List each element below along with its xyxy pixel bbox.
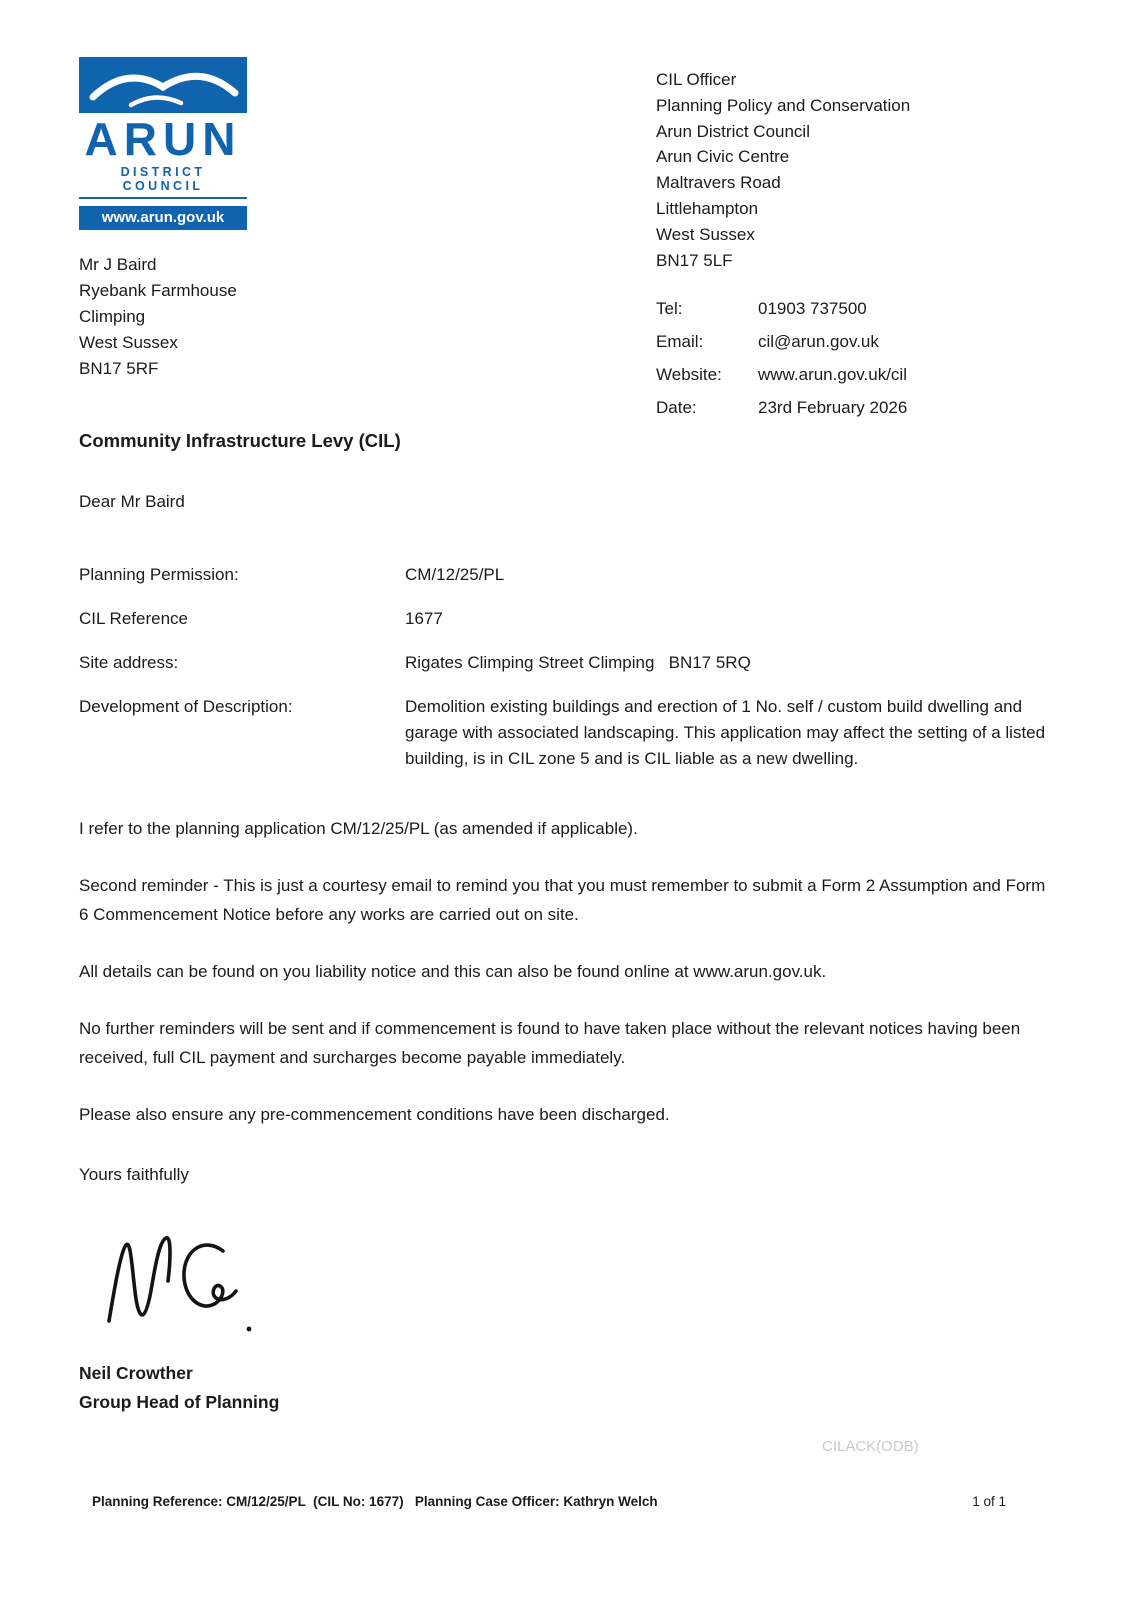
sender-line: CIL Officer bbox=[656, 70, 737, 89]
sender-line: Arun District Council bbox=[656, 121, 810, 141]
body-paragraph: Second reminder - This is just a courtesy email to remind you that you must remember to submit a Form 2 Assumption and Form 6 Commencement Notice before any works are carried out on site. bbox=[79, 876, 1046, 925]
signatory-title: Group Head of Planning bbox=[79, 1392, 280, 1413]
sender-line: Littlehampton bbox=[656, 198, 759, 218]
logo-birds-icon bbox=[79, 57, 247, 113]
recipient-address bbox=[79, 252, 656, 382]
detail-row-development-description bbox=[79, 694, 1050, 772]
email-address: cil@arun.gov.uk bbox=[758, 332, 879, 352]
document-code: CILACK(ODB) bbox=[822, 1438, 919, 1455]
recipient-line: Mr J Baird bbox=[79, 255, 157, 275]
sender-address bbox=[656, 67, 1050, 273]
header-left-column bbox=[79, 57, 656, 382]
contact-label: Tel: bbox=[656, 299, 683, 319]
closing-line: Yours faithfully bbox=[79, 1165, 189, 1185]
logo-subtitle: DISTRICT COUNCIL bbox=[79, 165, 247, 199]
application-details bbox=[79, 562, 1050, 772]
contact-label: Email: bbox=[656, 332, 704, 352]
letter-date: 23rd February 2026 bbox=[758, 398, 908, 418]
signatory-name: Neil Crowther bbox=[79, 1363, 193, 1384]
cil-reference-value: 1677 bbox=[405, 609, 443, 629]
development-description-value: Demolition existing buildings and erection of 1 No. self / custom build dwelling and garage with associated landscaping. This application may affect the setting of a listed building, is in CIL zone 5 and is CIL liable as a new dwelling. bbox=[405, 697, 1050, 769]
contact-row-email bbox=[656, 329, 1050, 354]
recipient-line: Climping bbox=[79, 307, 146, 327]
body-paragraph: No further reminders will be sent and if commencement is found to have taken place without the relevant notices having been received, full CIL payment and surcharges become payable immediately. bbox=[79, 1019, 1021, 1068]
body-paragraph: All details can be found on you liability notice and this can also be found online at www.arun.gov.uk. bbox=[79, 962, 827, 982]
salutation: Dear Mr Baird bbox=[79, 492, 185, 512]
signatory-block bbox=[79, 1359, 1050, 1417]
signature-block bbox=[101, 1223, 1050, 1341]
detail-row-site-address bbox=[79, 650, 1050, 676]
council-logo bbox=[79, 57, 247, 230]
website-url: www.arun.gov.uk/cil bbox=[758, 365, 907, 385]
contact-label: Website: bbox=[656, 365, 722, 385]
phone-number: 01903 737500 bbox=[758, 299, 867, 319]
contact-details bbox=[656, 296, 1050, 420]
letter-body bbox=[79, 814, 1050, 1129]
contact-row-website bbox=[656, 362, 1050, 387]
contact-row-tel bbox=[656, 296, 1050, 321]
letter-header bbox=[79, 57, 1050, 428]
detail-row-planning-permission bbox=[79, 562, 1050, 588]
detail-row-cil-reference bbox=[79, 606, 1050, 632]
detail-label: Planning Permission: bbox=[79, 565, 239, 585]
sender-line: West Sussex bbox=[656, 224, 755, 244]
logo-name: ARUN bbox=[84, 113, 242, 165]
sender-line: BN17 5LF bbox=[656, 250, 733, 270]
sender-line: Planning Policy and Conservation bbox=[656, 95, 911, 115]
contact-label: Date: bbox=[656, 398, 697, 418]
detail-label: CIL Reference bbox=[79, 609, 188, 629]
site-address-value: Rigates Climping Street Climping BN17 5RQ bbox=[405, 653, 751, 673]
subject-line: Community Infrastructure Levy (CIL) bbox=[79, 430, 401, 452]
detail-label: Site address: bbox=[79, 653, 179, 673]
logo-website: www.arun.gov.uk bbox=[79, 206, 247, 230]
detail-label: Development of Description: bbox=[79, 697, 293, 717]
contact-row-date bbox=[656, 395, 1050, 420]
planning-permission-value: CM/12/25/PL bbox=[405, 565, 505, 585]
body-paragraph: Please also ensure any pre-commencement conditions have been discharged. bbox=[79, 1105, 670, 1125]
sender-line: Maltravers Road bbox=[656, 173, 781, 193]
page-footer bbox=[92, 1494, 1006, 1509]
recipient-line: Ryebank Farmhouse bbox=[79, 281, 237, 301]
footer-reference: Planning Reference: CM/12/25/PL (CIL No: 1677) Planning Case Officer: Kathryn Welch bbox=[92, 1494, 658, 1509]
recipient-line: West Sussex bbox=[79, 333, 178, 353]
signature bbox=[101, 1223, 281, 1341]
page-number: 1 of 1 bbox=[972, 1494, 1006, 1509]
header-right-column bbox=[656, 57, 1050, 428]
body-paragraph: I refer to the planning application CM/12/25/PL (as amended if applicable). bbox=[79, 819, 638, 839]
sender-line: Arun Civic Centre bbox=[656, 147, 790, 167]
recipient-line: BN17 5RF bbox=[79, 359, 159, 379]
